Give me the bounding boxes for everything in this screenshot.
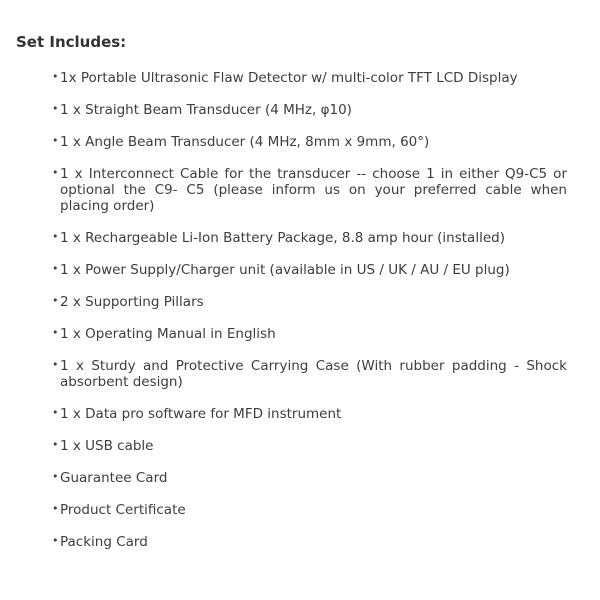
list-item-text: 1x Portable Ultrasonic Flaw Detector w/ multi-color TFT LCD Display xyxy=(60,70,518,86)
list-item-text: Guarantee Card xyxy=(60,470,168,486)
bullet-icon: • xyxy=(52,70,59,83)
list-item xyxy=(52,294,567,310)
list-item xyxy=(52,438,567,454)
list-item-text: 1 x Angle Beam Transducer (4 MHz, 8mm x 9mm, 60°) xyxy=(60,134,430,150)
set-includes-heading: Set Includes: xyxy=(16,33,127,51)
bullet-icon: • xyxy=(52,438,59,451)
list-item xyxy=(52,326,567,342)
list-item xyxy=(52,230,567,246)
bullet-icon: • xyxy=(52,102,59,115)
bullet-icon: • xyxy=(52,134,59,147)
list-item xyxy=(52,470,567,486)
bullet-icon: • xyxy=(52,166,59,179)
list-item xyxy=(52,502,567,518)
list-item-text: 1 x Straight Beam Transducer (4 MHz, φ10) xyxy=(60,102,352,118)
list-item xyxy=(52,358,567,390)
list-item-text: 1 x Rechargeable Li-Ion Battery Package, 8.8 amp hour (installed) xyxy=(60,230,505,246)
bullet-icon: • xyxy=(52,294,59,307)
bullet-icon: • xyxy=(52,262,59,275)
included-items-list xyxy=(52,70,567,566)
list-item xyxy=(52,70,567,86)
list-item-text: 1 x Power Supply/Charger unit (available in US / UK / AU / EU plug) xyxy=(60,262,510,278)
list-item xyxy=(52,102,567,118)
list-item-text: 2 x Supporting Pillars xyxy=(60,294,204,310)
list-item-text: 1 x Sturdy and Protective Carrying Case (With rubber padding - Shock absorbent design) xyxy=(60,358,567,390)
bullet-icon: • xyxy=(52,502,59,515)
bullet-icon: • xyxy=(52,534,59,547)
list-item-text: 1 x Interconnect Cable for the transducer -- choose 1 in either Q9-C5 or optional the C9- C5 (please inform us on your preferred cable when placing order) xyxy=(60,166,567,214)
bullet-icon: • xyxy=(52,230,59,243)
bullet-icon: • xyxy=(52,470,59,483)
bullet-icon: • xyxy=(52,358,59,371)
list-item xyxy=(52,262,567,278)
list-item xyxy=(52,134,567,150)
list-item xyxy=(52,166,567,214)
list-item-text: Packing Card xyxy=(60,534,148,550)
bullet-icon: • xyxy=(52,406,59,419)
list-item-text: 1 x Operating Manual in English xyxy=(60,326,276,342)
list-item-text: 1 x USB cable xyxy=(60,438,154,454)
list-item-text: 1 x Data pro software for MFD instrument xyxy=(60,406,342,422)
list-item xyxy=(52,406,567,422)
bullet-icon: • xyxy=(52,326,59,339)
list-item-text: Product Certificate xyxy=(60,502,186,518)
list-item xyxy=(52,534,567,550)
